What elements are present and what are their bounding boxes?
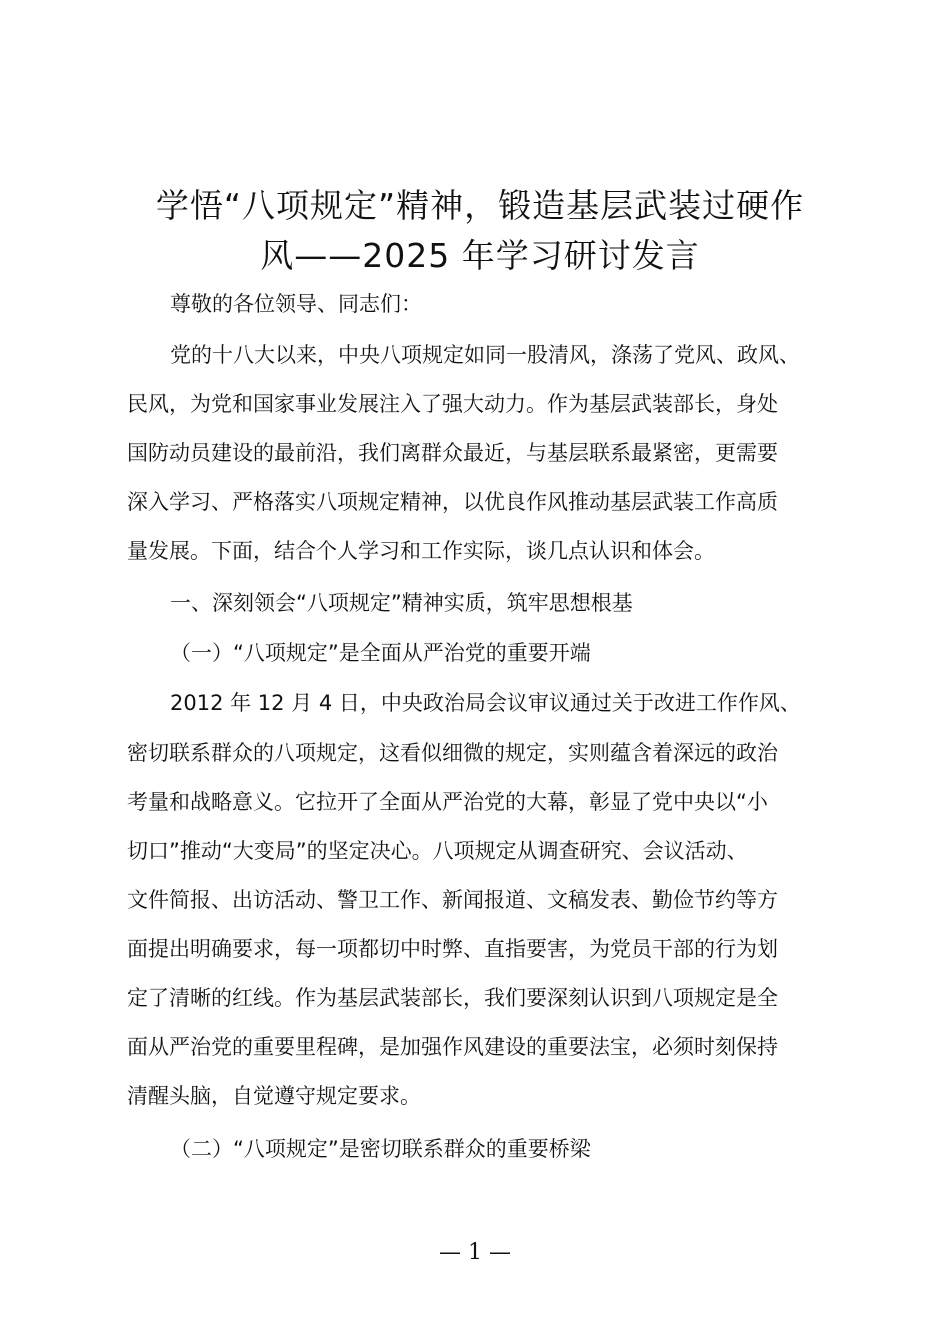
paragraph-line: 切口”推动“大变局”的坚定决心。八项规定从调查研究、会议活动、 bbox=[127, 839, 748, 863]
paragraph-line: 党的十八大以来，中央八项规定如同一股清风，涤荡了党风、政风、 bbox=[170, 343, 800, 367]
paragraph-line: 密切联系群众的八项规定，这看似细微的规定，实则蕴含着深远的政治 bbox=[127, 741, 778, 765]
document-title-line-2: 风——2025 年学习研讨发言 bbox=[260, 236, 700, 275]
paragraph-line: 2012 年 12 月 4 日，中央政治局会议审议通过关于改进工作作风、 bbox=[170, 691, 801, 715]
subsection-heading: （一）“八项规定”是全面从严治党的重要开端 bbox=[170, 641, 591, 665]
paragraph-line: 量发展。下面，结合个人学习和工作实际，谈几点认识和体会。 bbox=[127, 539, 715, 563]
paragraph-line: 深入学习、严格落实八项规定精神，以优良作风推动基层武装工作高质 bbox=[127, 490, 778, 514]
salutation: 尊敬的各位领导、同志们： bbox=[170, 292, 422, 316]
paragraph-line: 文件简报、出访活动、警卫工作、新闻报道、文稿发表、勤俭节约等方 bbox=[127, 888, 778, 912]
section-heading: 一、深刻领会“八项规定”精神实质，筑牢思想根基 bbox=[170, 591, 633, 615]
document-title-line-1: 学悟“八项规定”精神，锻造基层武装过硬作 bbox=[155, 186, 805, 225]
page-number: — 1 — bbox=[439, 1240, 511, 1265]
paragraph-line: 面提出明确要求，每一项都切中时弊、直指要害，为党员干部的行为划 bbox=[127, 937, 778, 961]
paragraph-line: 清醒头脑，自觉遵守规定要求。 bbox=[127, 1084, 421, 1108]
paragraph-line: 考量和战略意义。它拉开了全面从严治党的大幕，彰显了党中央以“小 bbox=[127, 790, 768, 814]
paragraph-line: 面从严治党的重要里程碑，是加强作风建设的重要法宝，必须时刻保持 bbox=[127, 1035, 778, 1059]
paragraph-line: 国防动员建设的最前沿，我们离群众最近，与基层联系最紧密，更需要 bbox=[127, 441, 778, 465]
subsection-heading: （二）“八项规定”是密切联系群众的重要桥梁 bbox=[170, 1137, 591, 1161]
paragraph-line: 定了清晰的红线。作为基层武装部长，我们要深刻认识到八项规定是全 bbox=[127, 986, 778, 1010]
paragraph-line: 民风，为党和国家事业发展注入了强大动力。作为基层武装部长，身处 bbox=[127, 392, 778, 416]
